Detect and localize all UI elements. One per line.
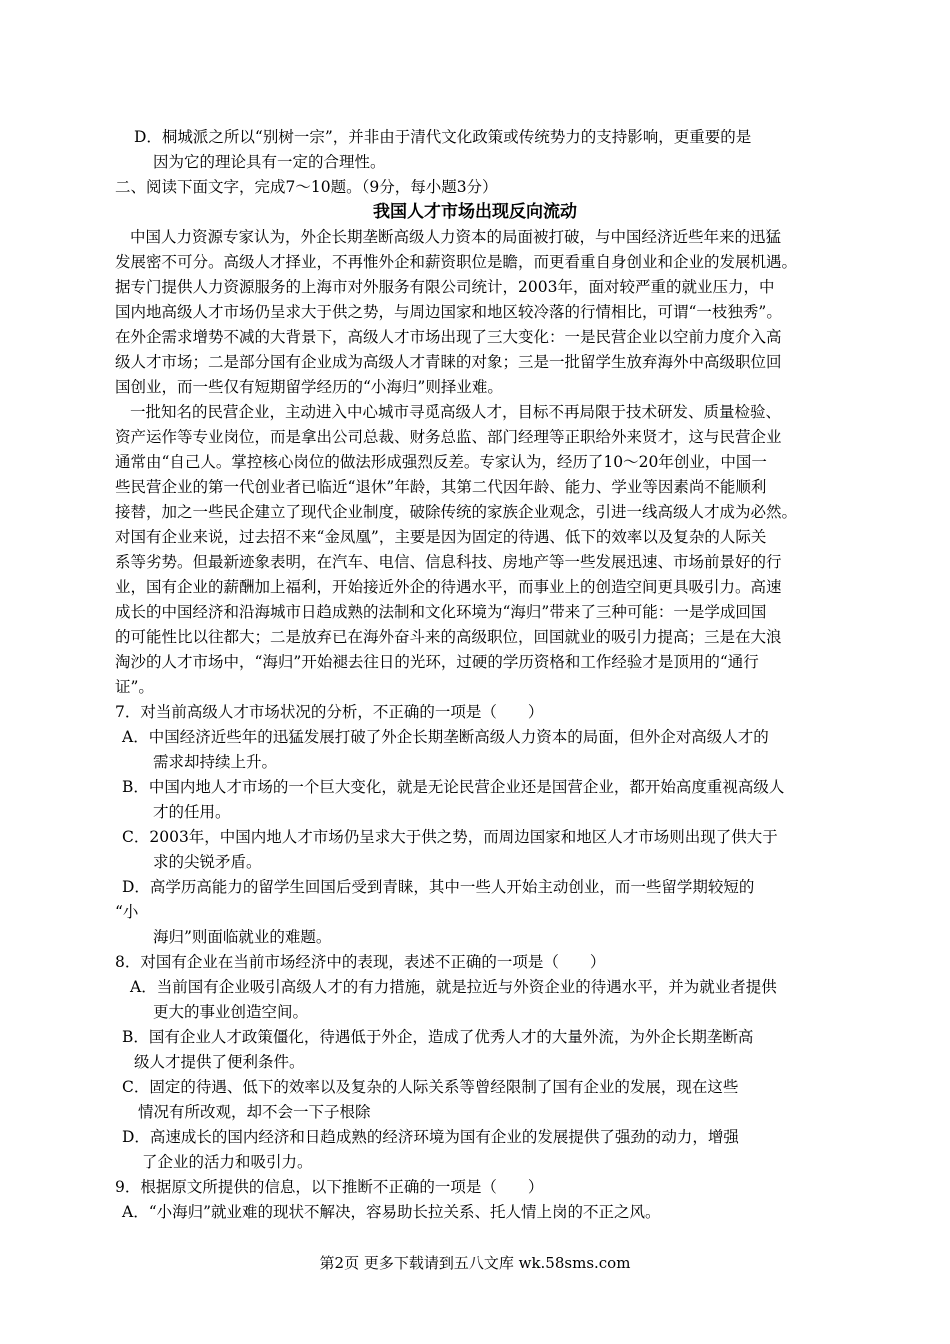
q8-option-d-line1: D．高速成长的国内经济和日趋成熟的经济环境为国有企业的发展提供了强劲的动力，增强 xyxy=(122,1128,739,1146)
q7-option-c-line1: C．2003年，中国内地人才市场仍呈求大于供之势，而周边国家和地区人才市场则出现了供大于 xyxy=(122,828,778,846)
q8-option-a-line2: 更大的事业创造空间。 xyxy=(153,1003,309,1021)
q9-stem: 9．根据原文所提供的信息，以下推断不正确的一项是（ ） xyxy=(115,1178,544,1196)
paragraph2-line12: 证”。 xyxy=(115,678,154,696)
paragraph1-line2: 发展密不可分。高级人才择业，不再惟外企和薪资职位是瞻，而更看重自身创业和企业的发展机遇。 xyxy=(115,253,798,271)
paragraph2-line11: 淘沙的人才市场中，“海归”开始褪去往日的光环，过硬的学历资格和工作经验才是顶用的“通行 xyxy=(115,653,759,671)
paragraph2-line2: 资产运作等专业岗位，而是拿出公司总裁、财务总监、部门经理等正职给外来贤才，这与民营企业 xyxy=(115,428,782,446)
q7-option-a-line1: A．中国经济近些年的迅猛发展打破了外企长期垄断高级人力资本的局面，但外企对高级人才的 xyxy=(122,728,769,746)
q8-option-d-line2: 了企业的活力和吸引力。 xyxy=(142,1153,313,1171)
paragraph2-line7: 系等劣势。但最新迹象表明，在汽车、电信、信息科技、房地产等一些发展迅速、市场前景好的行 xyxy=(115,553,782,571)
section-heading: 二、阅读下面文字，完成7～10题。（9分，每小题3分） xyxy=(115,178,498,196)
q8-option-b-line2: 级人才提供了便利条件。 xyxy=(134,1053,305,1071)
q7-option-d-line3: 海归”则面临就业的难题。 xyxy=(153,928,332,946)
q7-option-a-line2: 需求却持续上升。 xyxy=(153,753,278,771)
paragraph2-line4: 些民营企业的第一代创业者已临近“退休”年龄，其第二代因年龄、能力、学业等因素尚不能顺利 xyxy=(115,478,767,496)
paragraph2-line1: 一批知名的民营企业，主动进入中心城市寻觅高级人才，目标不再局限于技术研发、质量检验、 xyxy=(130,403,782,421)
paragraph1-line3: 据专门提供人力资源服务的上海市对外服务有限公司统计，2003年，面对较严重的就业压力，中 xyxy=(115,278,775,296)
paragraph2-line3: 通常由“自己人。掌控核心岗位的做法形成强烈反差。专家认为，经历了10～20年创业，中国一 xyxy=(115,453,767,471)
paragraph1-line6: 级人才市场；二是部分国有企业成为高级人才青睐的对象；三是一批留学生放弃海外中高级职位回 xyxy=(115,353,782,371)
q8-option-c-line2: 情况有所改观，却不会一下子根除 xyxy=(138,1103,371,1121)
prev-option-d-line2: 因为它的理论具有一定的合理性。 xyxy=(153,153,386,171)
q7-stem: 7．对当前高级人才市场状况的分析，不正确的一项是（ ） xyxy=(115,703,544,721)
paragraph1-line4: 国内地高级人才市场仍呈求大于供之势，与周边国家和地区较冷落的行情相比，可谓“一枝独秀”。 xyxy=(115,303,782,321)
q8-option-c-line1: C．固定的待遇、低下的效率以及复杂的人际关系等曾经限制了国有企业的发展，现在这些 xyxy=(122,1078,739,1096)
paragraph1-line1: 中国人力资源专家认为，外企长期垄断高级人力资本的局面被打破，与中国经济近些年来的迅猛 xyxy=(130,228,782,246)
paragraph2-line6: 对国有企业来说，过去招不来“金凤凰”，主要是因为固定的待遇、低下的效率以及复杂的人际关 xyxy=(115,528,767,546)
q8-stem: 8．对国有企业在当前市场经济中的表现，表述不正确的一项是（ ） xyxy=(115,953,606,971)
q7-option-c-line2: 求的尖锐矛盾。 xyxy=(153,853,262,871)
q7-option-b-line1: B．中国内地人才市场的一个巨大变化，就是无论民营企业还是国营企业，都开始高度重视高级人 xyxy=(122,778,785,796)
paragraph1-line7: 国创业，而一些仅有短期留学经历的“小海归”则择业难。 xyxy=(115,378,503,396)
paragraph2-line8: 业，国有企业的薪酬加上福利，开始接近外企的待遇水平，而事业上的创造空间更具吸引力。高速 xyxy=(115,578,782,596)
paragraph1-line5: 在外企需求增势不减的大背景下，高级人才市场出现了三大变化：一是民营企业以空前力度介入高 xyxy=(115,328,782,346)
prev-option-d-line1: D．桐城派之所以“别树一宗”，并非由于清代文化政策或传统势力的支持影响，更重要的是 xyxy=(134,128,752,146)
paragraph2-line10: 的可能性比以往都大；二是放弃已在海外奋斗来的高级职位，回国就业的吸引力提高；三是在大浪 xyxy=(115,628,782,646)
page-footer: 第2页 更多下载请到五八文库 wk.58sms.com xyxy=(319,1254,631,1272)
article-title: 我国人才市场出现反向流动 xyxy=(373,202,577,222)
paragraph2-line9: 成长的中国经济和沿海城市日趋成熟的法制和文化环境为“海归”带来了三种可能：一是学成回国 xyxy=(115,603,767,621)
q7-option-d-line1: D．高学历高能力的留学生回国后受到青睐，其中一些人开始主动创业，而一些留学期较短的 xyxy=(122,878,755,896)
q7-option-d-line2: “小 xyxy=(115,903,139,921)
q8-option-b-line1: B．国有企业人才政策僵化，待遇低于外企，造成了优秀人才的大量外流，为外企长期垄断高 xyxy=(122,1028,754,1046)
paragraph2-line5: 接替，加之一些民企建立了现代企业制度，破除传统的家族企业观念，引进一线高级人才成为必然。 xyxy=(115,503,798,521)
q8-option-a-line1: A．当前国有企业吸引高级人才的有力措施，就是拉近与外资企业的待遇水平，并为就业者提供 xyxy=(130,978,777,996)
q7-option-b-line2: 才的任用。 xyxy=(153,803,231,821)
q9-option-a-line1: A．“小海归”就业难的现状不解决，容易助长拉关系、托人情上岗的不正之风。 xyxy=(122,1203,661,1221)
